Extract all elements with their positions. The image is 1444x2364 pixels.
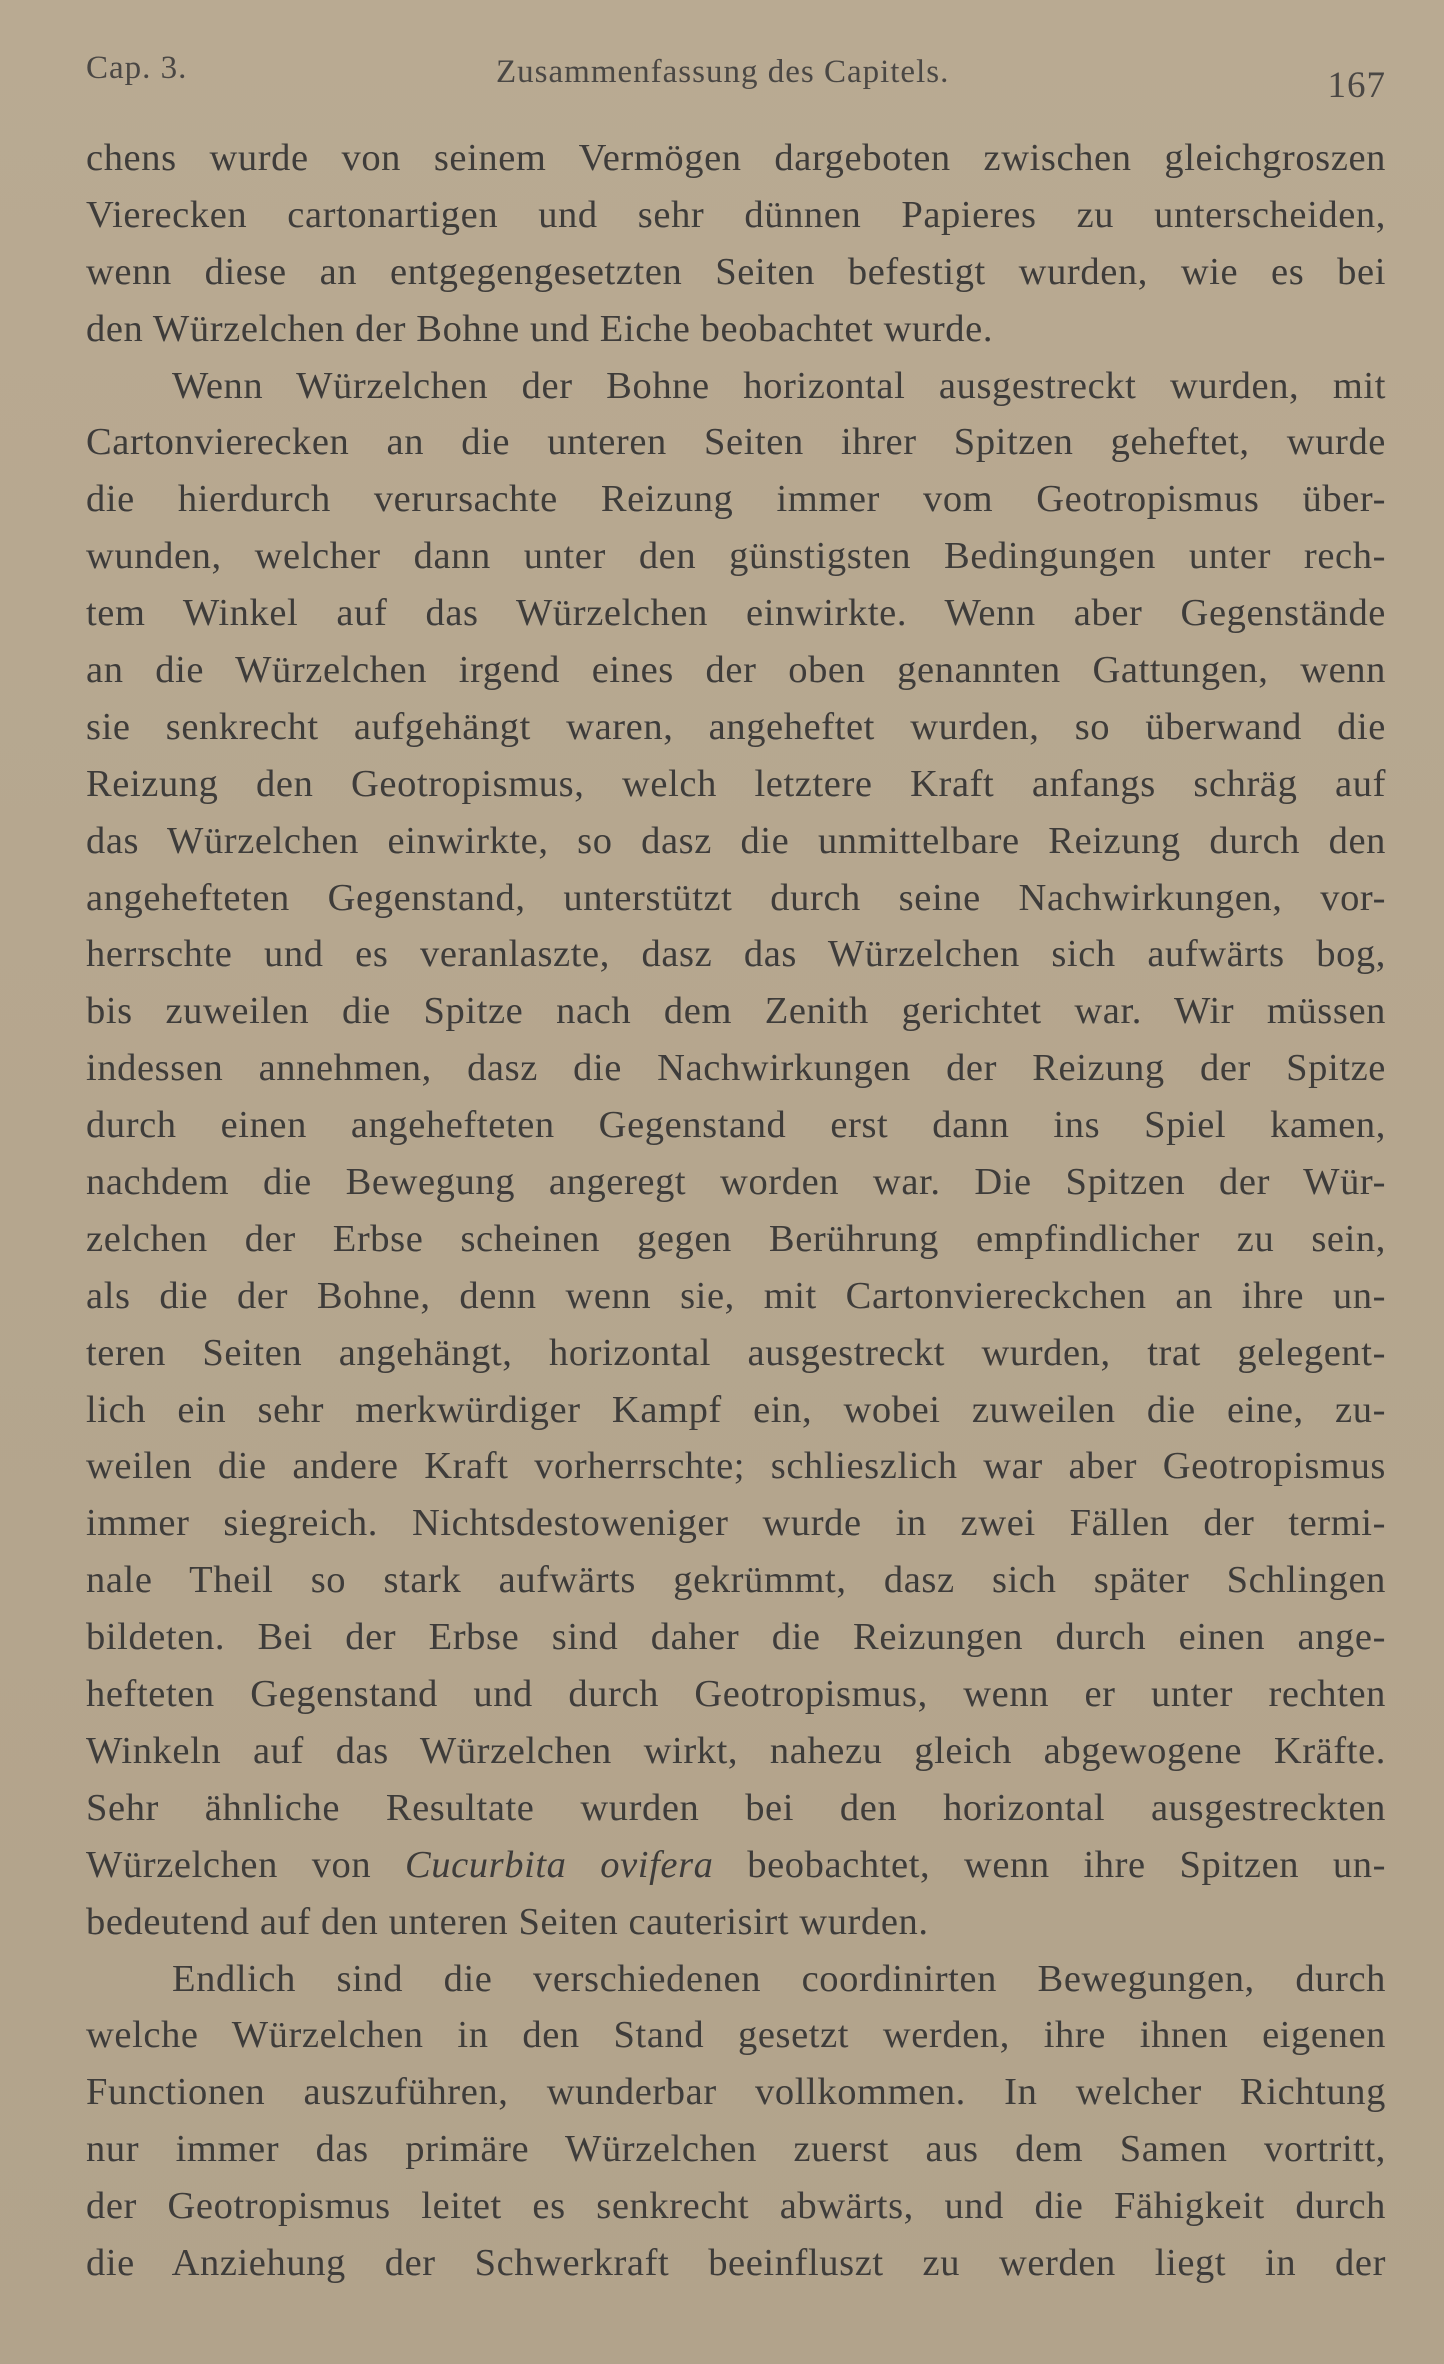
text-line: Reizung den Geotropismus, welch letztere Kraft anfangs schräg auf <box>86 762 1386 805</box>
text-line: bedeutend auf den unteren Seiten cauterisirt wurden. <box>86 1900 929 1943</box>
text-line: den Würzelchen der Bohne und Eiche beobachtet wurde. <box>86 307 994 350</box>
text-line: wunden, welcher dann unter den günstigsten Bedingungen unter rech- <box>86 535 1386 578</box>
text-line: Winkeln auf das Würzelchen wirkt, nahezu gleich abgewogene Kräfte. <box>86 1729 1386 1772</box>
italic-species-name: Cucurbita ovifera <box>404 1843 714 1886</box>
paragraph-start-line: Wenn Würzelchen der Bohne horizontal ausgestreckt wurden, mit <box>172 364 1386 407</box>
text-line: tem Winkel auf das Würzelchen einwirkte. Wenn aber Gegenstände <box>86 592 1386 635</box>
text-line: die hierdurch verursachte Reizung immer vom Geotropismus über- <box>86 478 1386 521</box>
page-number: 167 <box>1327 65 1386 106</box>
text-line: wenn diese an entgegengesetzten Seiten befestigt wurden, wie es bei <box>86 250 1386 293</box>
chapter-label: Cap. 3. <box>86 50 188 86</box>
text-line: chens wurde von seinem Vermögen dargeboten zwischen gleichgroszen <box>86 137 1386 179</box>
text-line: die Anziehung der Schwerkraft beeinfluszt zu werden liegt in der <box>86 2241 1386 2284</box>
text-line: nur immer das primäre Würzelchen zuerst aus dem Samen vortritt, <box>86 2128 1386 2171</box>
text-line: nachdem die Bewegung angeregt worden war. Die Spitzen der Wür- <box>86 1161 1386 1204</box>
text-line: teren Seiten angehängt, horizontal ausgestreckt wurden, trat gelegent- <box>86 1331 1386 1374</box>
text-line: Cartonvierecken an die unteren Seiten ihrer Spitzen geheftet, wurde <box>86 421 1386 464</box>
text-line: zelchen der Erbse scheinen gegen Berührung empfindlicher zu sein, <box>86 1217 1386 1260</box>
text-line: bis zuweilen die Spitze nach dem Zenith gerichtet war. Wir müssen <box>86 990 1386 1033</box>
text-line: Vierecken cartonartigen und sehr dünnen Papieres zu unterscheiden, <box>86 193 1386 236</box>
text-line: angehefteten Gegenstand, unterstützt durch seine Nachwirkungen, vor- <box>86 876 1386 919</box>
text-line <box>86 1837 1386 1894</box>
text-line: indessen annehmen, dasz die Nachwirkungen der Reizung der Spitze <box>86 1047 1386 1090</box>
text-line: der Geotropismus leitet es senkrecht abwärts, und die Fähigkeit durch <box>86 2185 1386 2228</box>
paragraph-start-line: Endlich sind die verschiedenen coordinirten Bewegungen, durch <box>172 1957 1386 2000</box>
running-title: Zusammenfassung des Capitels. <box>496 54 950 90</box>
text-line: lich ein sehr merkwürdiger Kampf ein, wobei zuweilen die eine, zu- <box>86 1388 1386 1431</box>
text-segment: Würzelchen von <box>86 1843 405 1886</box>
text-line: Functionen auszuführen, wunderbar vollkommen. In welcher Richtung <box>86 2071 1386 2114</box>
text-segment: beobachtet, wenn ihre Spitzen un- <box>713 1843 1386 1886</box>
text-line: bildeten. Bei der Erbse sind daher die Reizungen durch einen ange- <box>86 1616 1386 1659</box>
text-line: als die der Bohne, denn wenn sie, mit Cartonviereckchen an ihre un- <box>86 1274 1386 1317</box>
running-head <box>86 44 1386 104</box>
text-line: welche Würzelchen in den Stand gesetzt werden, ihre ihnen eigenen <box>86 2014 1386 2057</box>
text-line: herrschte und es veranlaszte, dasz das Würzelchen sich aufwärts bog, <box>86 933 1386 976</box>
text-line: an die Würzelchen irgend eines der oben genannten Gattungen, wenn <box>86 649 1386 692</box>
text-line: Sehr ähnliche Resultate wurden bei den horizontal ausgestreckten <box>86 1786 1386 1829</box>
text-line: sie senkrecht aufgehängt waren, angeheftet wurden, so überwand die <box>86 705 1386 748</box>
text-line: durch einen angehefteten Gegenstand erst dann ins Spiel kamen, <box>86 1104 1386 1147</box>
text-line: weilen die andere Kraft vorherrschte; schlieszlich war aber Geotropismus <box>86 1445 1386 1488</box>
text-line: immer siegreich. Nichtsdestoweniger wurde in zwei Fällen der termi- <box>86 1502 1386 1545</box>
text-line: hefteten Gegenstand und durch Geotropismus, wenn er unter rechten <box>86 1673 1386 1716</box>
text-line: nale Theil so stark aufwärts gekrümmt, dasz sich später Schlingen <box>86 1559 1386 1602</box>
text-line: das Würzelchen einwirkte, so dasz die unmittelbare Reizung durch den <box>86 819 1386 862</box>
body-text <box>86 130 1386 2292</box>
